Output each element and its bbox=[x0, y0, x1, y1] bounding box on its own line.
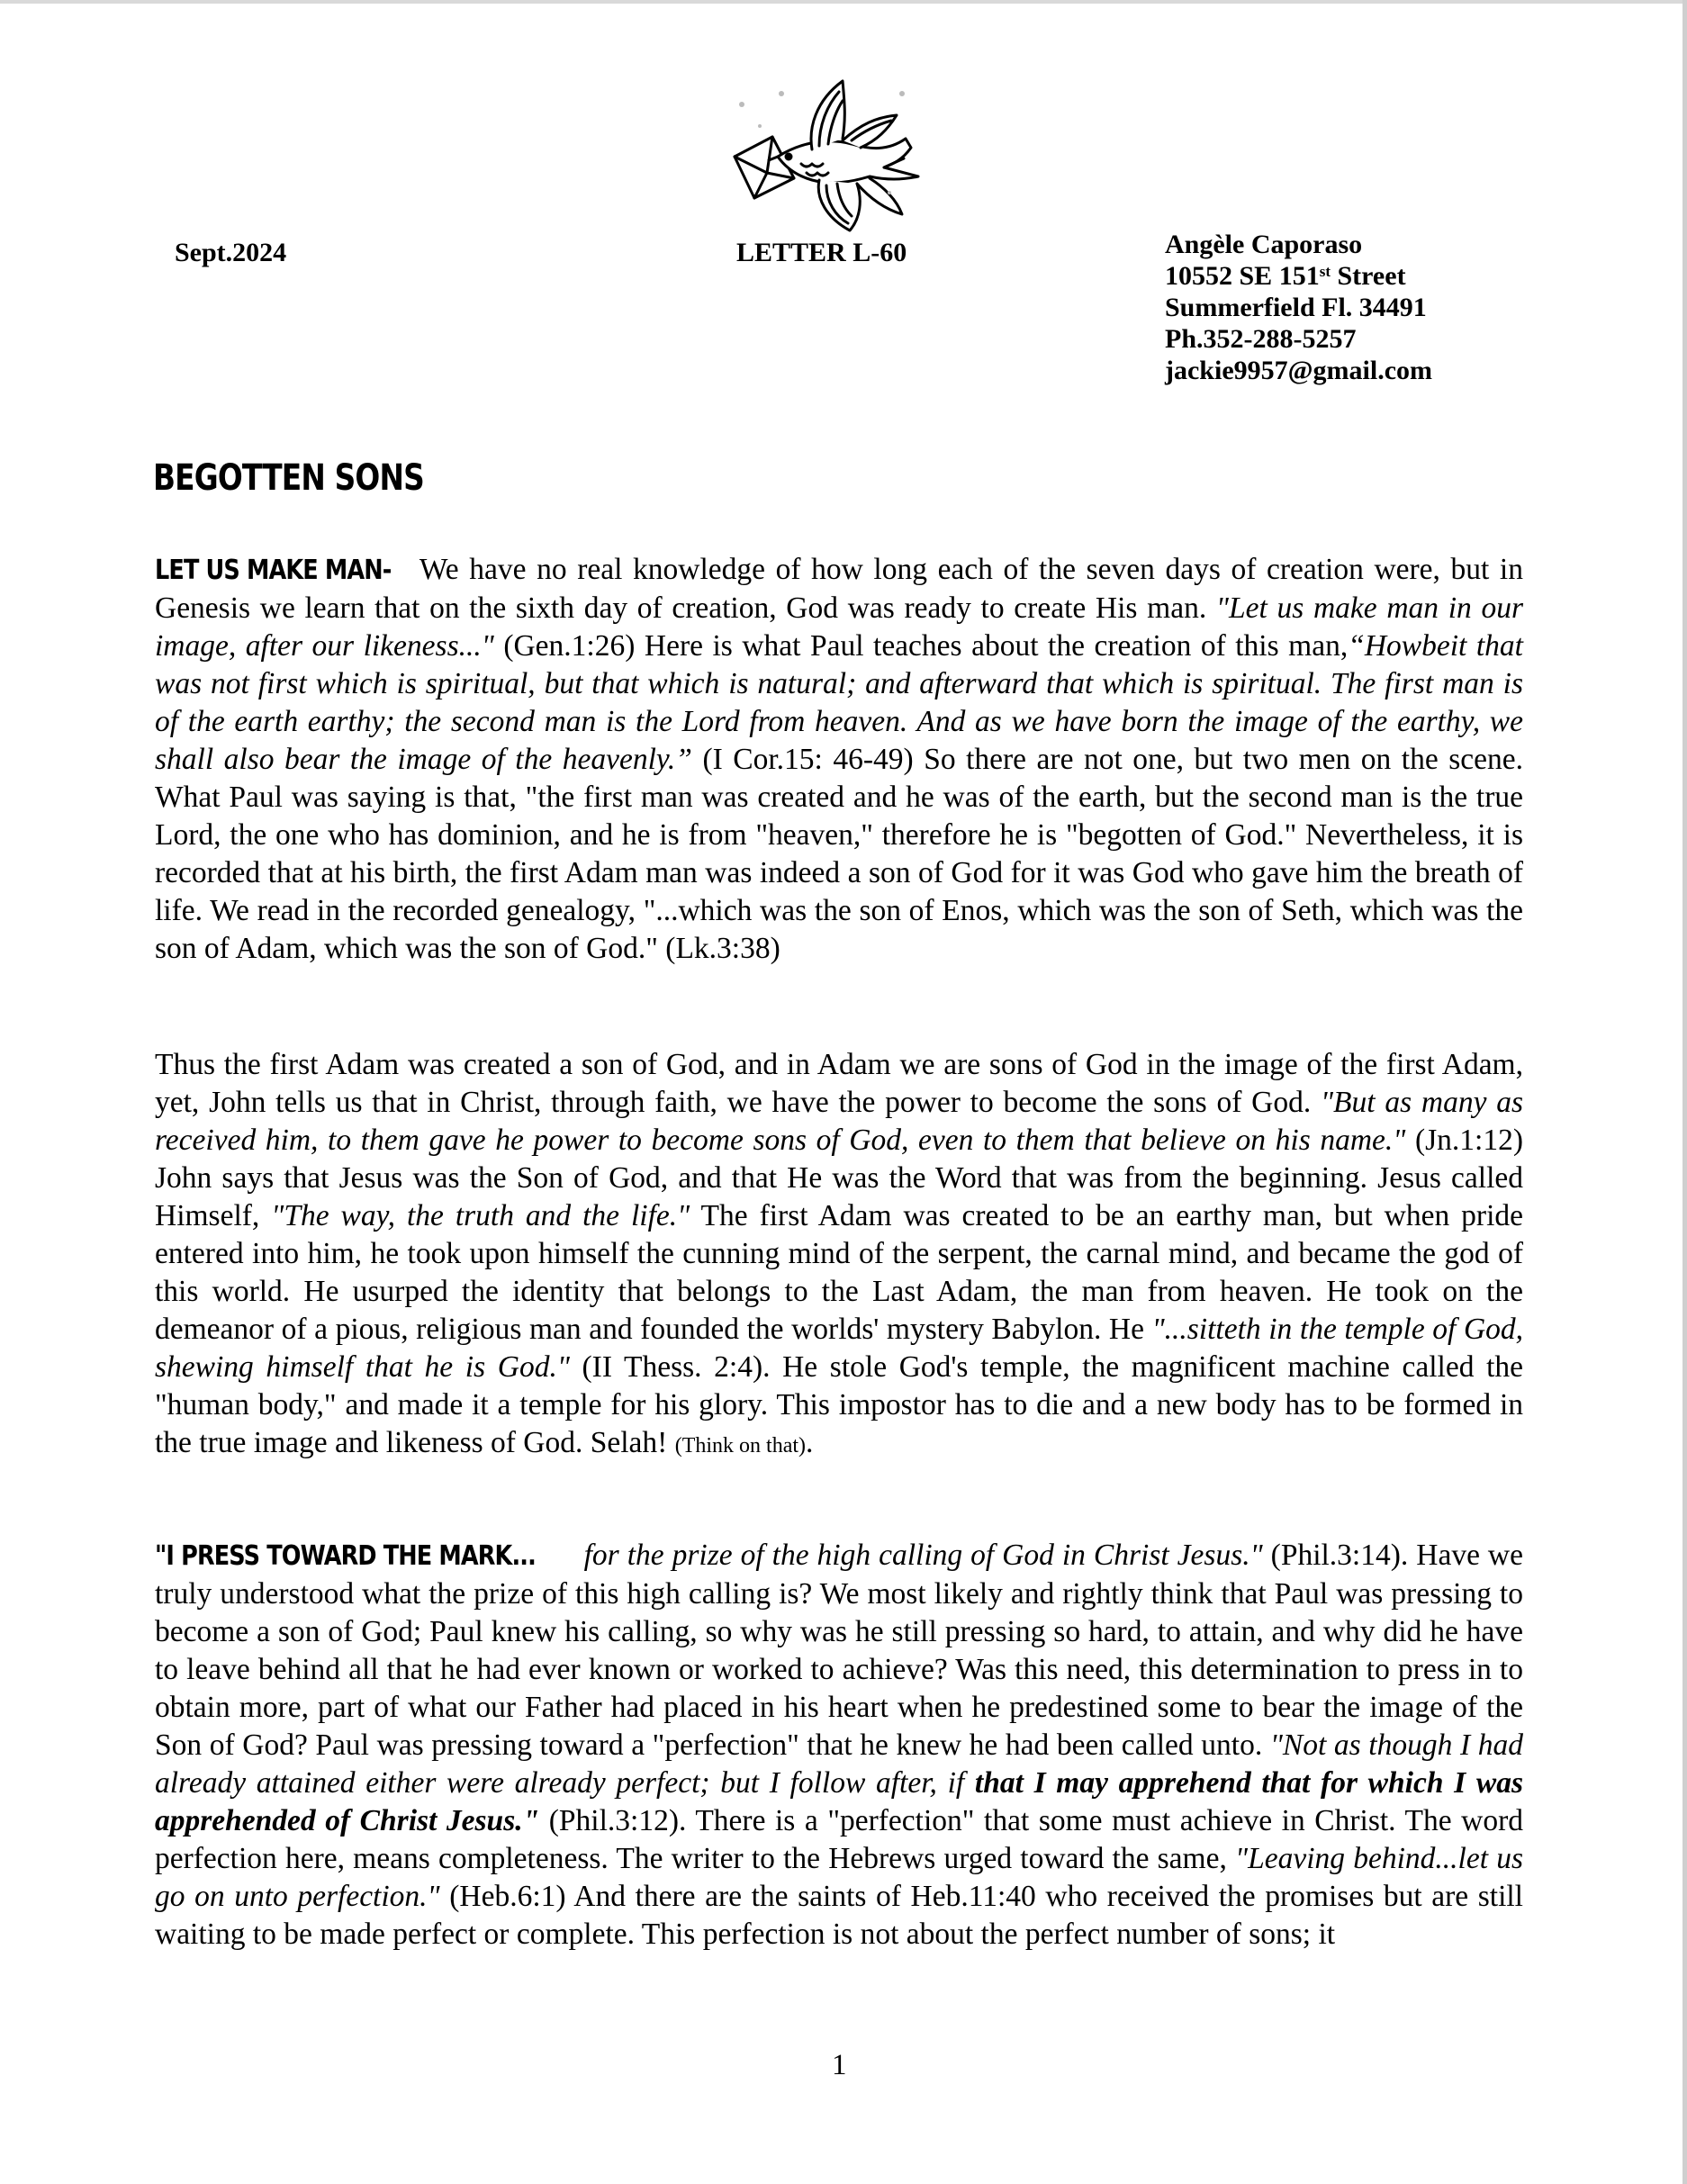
text-segment: (I Cor.15: 46-49) So there are not one, but two men on the scene. What Paul was saying is that, "the first man was created and he was of the earth, but the second man is the true Lord, the one who has dominion, and he is from "heaven," therefore he is "begotten of God." Nevertheless, it is recorded that at his birth, the first Adam man was indeed a son of God for it was God who gave him the breath of life. We read in the recorded genealogy, "...which was the son of Enos, which was the son of Seth, which was the son of Adam, which was the son of God." (Lk.3:38) bbox=[155, 743, 1524, 965]
author-name: Angèle Caporaso bbox=[1165, 230, 1363, 259]
text-segment: that I may apprehend that for which I was apprehended of Christ Jesus." bbox=[155, 1766, 1523, 1837]
letter-date: Sept.2024 bbox=[175, 238, 287, 267]
body-paragraph-3 bbox=[155, 1537, 1523, 1954]
author-address-block bbox=[1165, 229, 1432, 386]
page-number: 1 bbox=[832, 2049, 847, 2081]
text-segment: (Heb.6:1) And there are the saints of Heb.11:40 who received the promises but are still waiting to be made perfect or complete. This perfection is not about the perfect number of sons; it bbox=[155, 1880, 1523, 1951]
paragraph-lead-heading: LET US MAKE MAN- bbox=[155, 555, 392, 586]
text-segment: . bbox=[806, 1426, 814, 1459]
text-segment: (Phil.3:12). There is a "perfection" that some must achieve in Christ. The word perfection here, means completeness. The writer to the Hebrews urged toward the same, bbox=[155, 1804, 1523, 1875]
text-segment: for the prize of the high calling of God in Christ Jesus." bbox=[575, 1539, 1263, 1572]
paragraph-lead-heading: "I PRESS TOWARD THE MARK... bbox=[155, 1540, 536, 1572]
text-segment: (II Thess. 2:4). He stole God's temple, the magnificent machine called the "human body," and made it a temple for his glory. This impostor has to die and a new body has to be formed in the true image and likeness of God. Selah! bbox=[155, 1350, 1524, 1459]
author-street bbox=[1165, 260, 1432, 292]
text-segment: "Not as though I had already attained either were already perfect; but I follow after, if bbox=[155, 1728, 1523, 1800]
text-segment: "The way, the truth and the life." bbox=[271, 1199, 690, 1232]
text-segment: (Jn.1:12) John says that Jesus was the Son of God, and that He was the Word that was from the beginning. Jesus called Himself, bbox=[155, 1124, 1524, 1232]
page-top-edge bbox=[0, 0, 1687, 4]
text-segment: "Let us make man in our image, after our likeness..." bbox=[155, 591, 1523, 663]
text-segment: The first Adam was created to be an earthy man, but when pride entered into him, he took upon himself the cunning mind of the serpent, the carnal mind, and became the god of this world. He usurped the identity that belongs to the Last Adam, the man from heaven. He took on the demeanor of a pious, religious man and founded the worlds' mystery Babylon. He bbox=[155, 1199, 1523, 1346]
letter-number: LETTER L-60 bbox=[736, 238, 907, 267]
paragraph-text bbox=[155, 1046, 1523, 1465]
street-number: 10552 SE 151 bbox=[1165, 261, 1320, 291]
author-email: jackie9957@gmail.com bbox=[1165, 356, 1433, 385]
text-segment: "But as many as received him, to them gave he power to become sons of God, even to them that believe on his name." bbox=[155, 1086, 1523, 1157]
text-segment: "...sitteth in the temple of God, shewing himself that he is God." bbox=[155, 1313, 1524, 1384]
text-segment: Thus the first Adam was created a son of God, and in Adam we are sons of God in the image of the first Adam, yet, John tells us that in Christ, through faith, we have the power to become the sons of God. bbox=[155, 1048, 1523, 1119]
text-segment: We have no real knowledge of how long each of the seven days of creation were, but in Genesis we learn that on the sixth day of creation, God was ready to create His man. bbox=[155, 553, 1523, 625]
text-segment: "Leaving behind...let us go on unto perfection." bbox=[155, 1842, 1523, 1913]
page-right-edge bbox=[1682, 0, 1687, 2184]
street-name: Street bbox=[1330, 261, 1406, 291]
text-segment: (Gen.1:26) Here is what Paul teaches about the creation of this man, bbox=[493, 629, 1349, 663]
body-paragraph-2 bbox=[155, 1046, 1523, 1465]
street-ordinal: st bbox=[1319, 263, 1331, 280]
paragraph-text bbox=[155, 551, 1523, 968]
body-paragraph-1 bbox=[155, 551, 1523, 968]
author-phone: Ph.352-288-5257 bbox=[1165, 324, 1357, 354]
text-segment: (Phil.3:14). Have we truly understood what the prize of this high calling is? We most likely and rightly think that Paul was pressing to become a son of God; Paul knew his calling, so why was he still pressing so hard, to attain, and why did he have to leave behind all that he had ever known or worked to achieve? Was this need, this determination to press in to obtain more, part of what our Father had placed in his heart when he predestined some to bear the image of the Son of God? Paul was pressing toward a "perfection" that he knew he had been called unto. bbox=[155, 1539, 1523, 1762]
letter-title: BEGOTTEN SONS bbox=[153, 457, 424, 499]
text-segment: “Howbeit that was not first which is spiritual, but that which is natural; and afterward that which is spiritual. The first man is of the earth earthy; the second man is the Lord from heaven. And as we have born the image of the earthy, we shall also bear the image of the heavenly.” bbox=[155, 629, 1523, 776]
dove-carrying-letter-icon bbox=[726, 74, 924, 236]
paragraph-text bbox=[155, 1537, 1523, 1954]
author-city: Summerfield Fl. 34491 bbox=[1165, 293, 1427, 322]
text-segment: (Think on that) bbox=[674, 1434, 807, 1458]
